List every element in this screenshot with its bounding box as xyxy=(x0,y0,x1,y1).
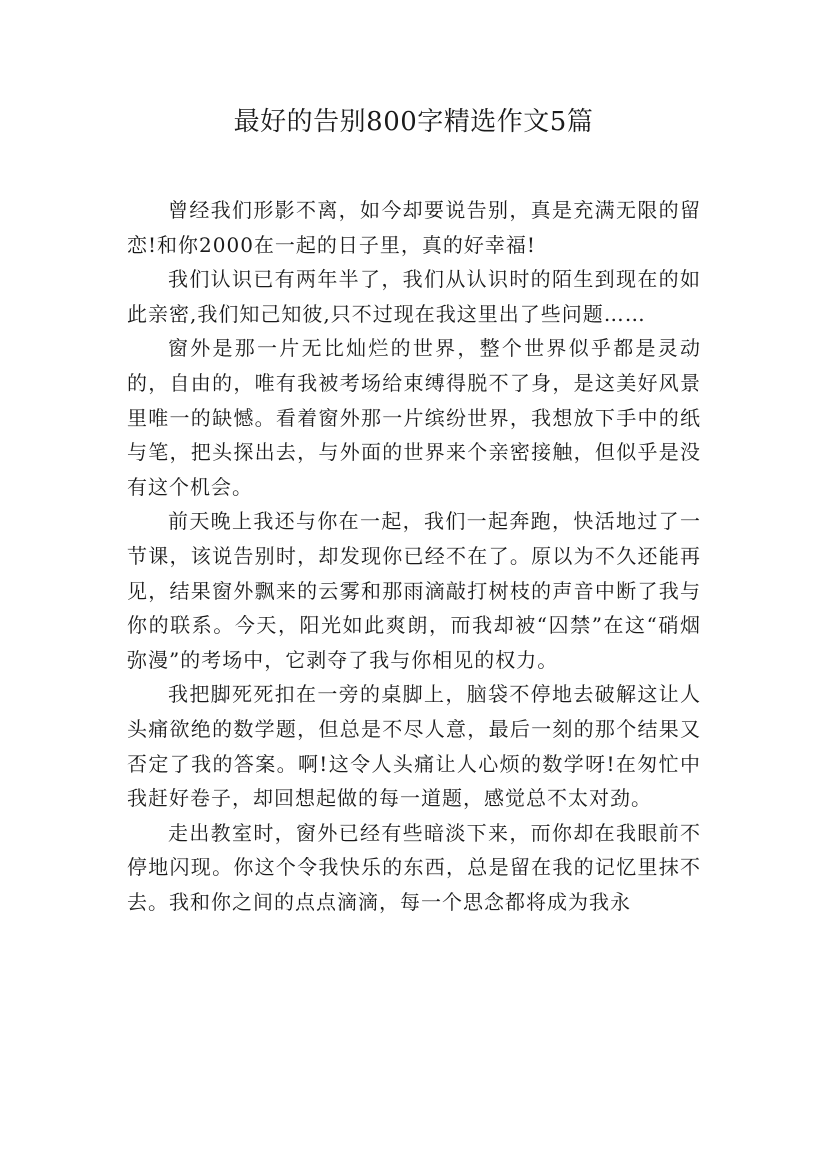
paragraph: 曾经我们形影不离，如今却要说告别，真是充满无限的留恋!和你2000在一起的日子里，真的好幸福! xyxy=(127,198,701,257)
paragraph: 我们认识已有两年半了，我们从认识时的陌生到现在的如此亲密,我们知己知彼,只不过现在我这里出了些问题…… xyxy=(127,267,701,326)
paragraph: 走出教室时，窗外已经有些暗淡下来，而你却在我眼前不停地闪现。你这个令我快乐的东西，总是留在我的记忆里抹不去。我和你之间的点点滴滴，每一个思念都将成为我永 xyxy=(127,820,701,914)
paragraph: 窗外是那一片无比灿烂的世界，整个世界似乎都是灵动的，自由的，唯有我被考场给束缚得脱不了身，是这美好风景里唯一的缺憾。看着窗外那一片缤纷世界，我想放下手中的纸与笔，把头探出去，与外面的世界来个亲密接触，但似乎是没有这个机会。 xyxy=(127,336,701,499)
document-body xyxy=(127,193,701,919)
paragraph: 我把脚死死扣在一旁的桌脚上，脑袋不停地去破解这让人头痛欲绝的数学题，但总是不尽人意，最后一刻的那个结果又否定了我的答案。啊!这令人头痛让人心烦的数学呀!在匆忙中我赶好卷子，却回想起做的每一道题，感觉总不太对劲。 xyxy=(127,682,701,811)
paragraph: 前天晚上我还与你在一起，我们一起奔跑，快活地过了一节课，该说告别时，却发现你已经不在了。原以为不久还能再见，结果窗外飘来的云雾和那雨滴敲打树枝的声音中断了我与你的联系。今天，阳光如此爽朗，而我却被“囚禁”在这“硝烟弥漫”的考场中，它剥夺了我与你相见的权力。 xyxy=(127,509,701,672)
document-title: 最好的告别800字精选作文5篇 xyxy=(233,107,594,137)
